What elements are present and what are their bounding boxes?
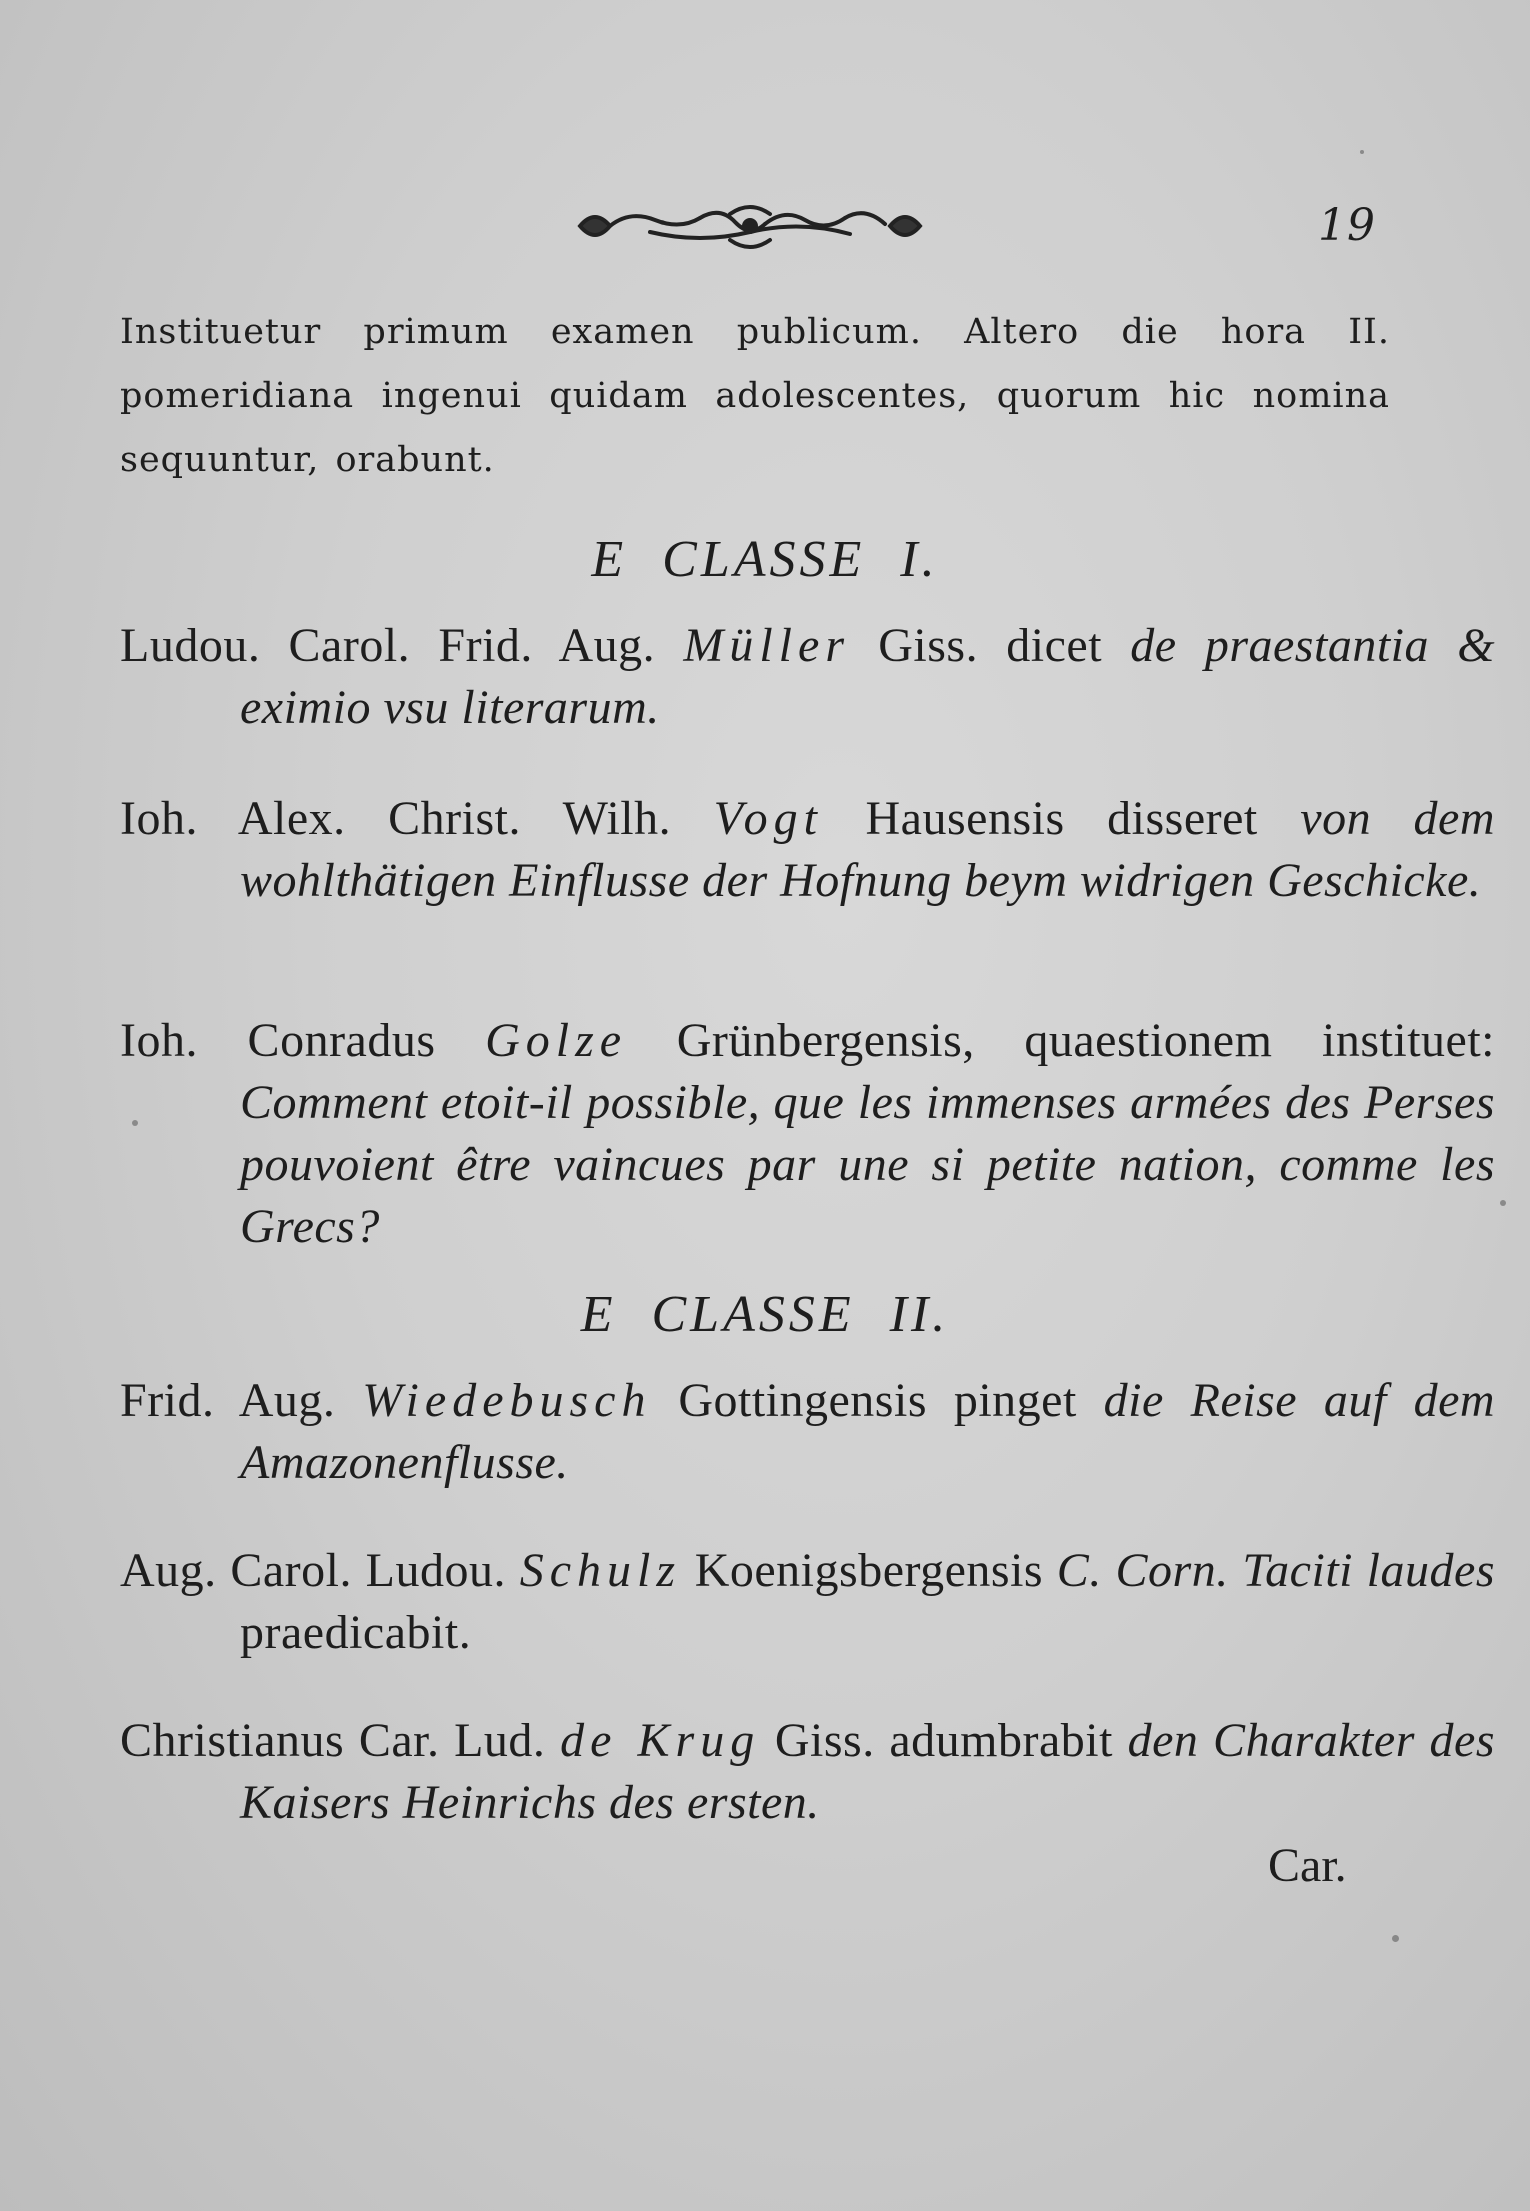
oration-entry (120, 1540, 1495, 1664)
scroll-ornament-icon (560, 196, 940, 256)
oration-topic: Comment etoit-il possible, que les immenses armées des Perses pouvoient être vaincues par une si petite nation, comme les Grecs? (240, 1076, 1495, 1253)
student-origin: Giss. dicet (878, 619, 1103, 672)
student-origin: Hausensis disseret (865, 792, 1258, 845)
oration-entry (120, 1010, 1495, 1258)
oration-verb: praedicabit. (240, 1606, 472, 1659)
student-origin: Grünbergensis, quaestionem instituet: (676, 1014, 1496, 1067)
paper-speck (1500, 1200, 1506, 1206)
student-surname: de Krug (560, 1714, 761, 1767)
student-surname: Wiedebusch (362, 1374, 652, 1427)
oration-entry (120, 1710, 1495, 1834)
class-heading: E CLASSE I. (591, 531, 939, 588)
oration-entry (120, 788, 1495, 912)
student-forenames: Aug. Carol. Ludou. (120, 1544, 506, 1597)
student-origin: Giss. adumbrabit (774, 1714, 1113, 1767)
student-surname: Schulz (519, 1544, 682, 1597)
student-surname: Müller (683, 619, 850, 672)
student-forenames: Christianus Car. Lud. (120, 1714, 546, 1767)
student-origin: Koenigsbergensis (694, 1544, 1044, 1597)
oration-entry (120, 1370, 1495, 1494)
oration-topic: von dem wohlthätigen Einflusse der Hofnung beym widrigen Geschicke. (240, 792, 1496, 907)
oration-topic: C. Corn. Taciti laudes (1056, 1544, 1495, 1597)
student-origin: Gottingensis pinget (678, 1374, 1077, 1427)
class-heading: E CLASSE II. (580, 1286, 950, 1343)
paper-speck (1360, 150, 1364, 154)
student-surname: Vogt (713, 792, 823, 845)
oration-entry (120, 615, 1495, 739)
paper-speck (1392, 1935, 1399, 1942)
student-forenames: Ludou. Carol. Frid. Aug. (120, 619, 656, 672)
page-number: 19 (1318, 200, 1376, 251)
oration-topic: den Charakter des Kaisers Heinrichs des ersten. (240, 1714, 1495, 1829)
student-forenames: Frid. Aug. (120, 1374, 336, 1427)
oration-topic: die Reise auf dem Amazonenflusse. (240, 1374, 1496, 1489)
student-forenames: Ioh. Alex. Christ. Wilh. (120, 792, 672, 845)
student-forenames: Ioh. Conradus (120, 1014, 436, 1067)
catchword: Car. (1268, 1839, 1347, 1892)
intro-paragraph: Instituetur primum examen publicum. Altero die hora II. pomeridiana ingenui quidam adolescentes, quorum hic nomina sequuntur, orabunt. (120, 312, 1390, 480)
oration-topic: de praestantia & eximio vsu literarum. (240, 619, 1496, 734)
student-surname: Golze (485, 1014, 628, 1067)
